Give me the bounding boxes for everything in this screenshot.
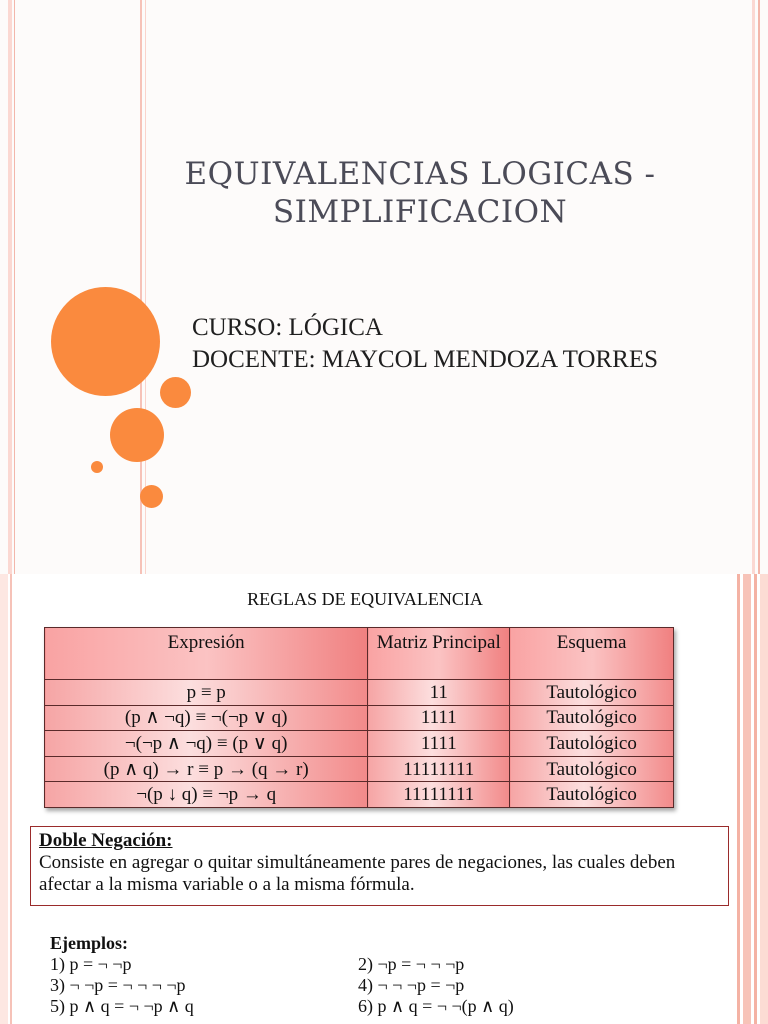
right-stripe-dark: [758, 0, 760, 574]
small-decorative-circle-2: [140, 485, 163, 508]
examples-section: [50, 932, 730, 1017]
teacher-label: DOCENTE: MAYCOL MENDOZA TORRES: [192, 346, 659, 373]
table-row: [45, 680, 674, 706]
table-row: [45, 705, 674, 731]
cell-expression: ¬(¬p ∧ ¬q) ≡ (p ∨ q): [45, 731, 368, 757]
list-item: 5) p ∧ q = ¬ ¬p ∧ q: [50, 996, 194, 1016]
header-matrix: Matriz Principal: [368, 628, 510, 680]
right-stripe-light: [752, 0, 755, 574]
cell-scheme: Tautológico: [510, 705, 674, 731]
title-line-1: EQUIVALENCIAS LOGICAS -: [184, 156, 656, 192]
slide-title: [120, 155, 720, 231]
cell-matrix: 1111: [368, 705, 510, 731]
cell-matrix: 11111111: [368, 782, 510, 808]
cell-matrix: 11: [368, 680, 510, 706]
table-row: [45, 756, 674, 782]
mid-stripe-left: [140, 0, 142, 574]
table-row: [45, 731, 674, 757]
cell-matrix: 1111: [368, 731, 510, 757]
right-stripe-1: [737, 574, 740, 1024]
table-row: [45, 782, 674, 808]
list-item: 1) p = ¬ ¬p: [50, 954, 132, 974]
list-item: 4) ¬ ¬ ¬p = ¬p: [358, 975, 465, 995]
equivalence-table: [44, 627, 674, 808]
header-expression: Expresión: [45, 628, 368, 680]
large-decorative-circle: [51, 287, 160, 396]
left-stripe-light: [8, 0, 12, 574]
cell-expression: (p ∧ ¬q) ≡ ¬(¬p ∨ q): [45, 705, 368, 731]
table-header-row: [45, 628, 674, 680]
small-decorative-circle: [160, 377, 191, 408]
double-negation-title: Doble Negación:: [39, 830, 173, 851]
list-item: 2) ¬p = ¬ ¬ ¬p: [358, 954, 465, 974]
tiny-decorative-circle: [91, 461, 103, 473]
slide-subtitle: [192, 312, 658, 376]
cell-expression: ¬(p ↓ q) ≡ ¬p → q: [45, 782, 368, 808]
double-negation-box: [30, 826, 729, 906]
right-stripe-2: [743, 574, 751, 1024]
cell-expression: (p ∧ q) → r ≡ p → (q → r): [45, 756, 368, 782]
cell-matrix: 11111111: [368, 756, 510, 782]
list-item: 6) p ∧ q = ¬ ¬(p ∧ q): [358, 996, 514, 1016]
cell-scheme: Tautológico: [510, 680, 674, 706]
course-label: CURSO: LÓGICA: [192, 314, 383, 341]
cell-expression: p ≡ p: [45, 680, 368, 706]
list-item: 3) ¬ ¬p = ¬ ¬ ¬ ¬p: [50, 975, 186, 995]
left-stripe-dark: [14, 0, 15, 574]
rules-heading: REGLAS DE EQUIVALENCIA: [247, 589, 483, 609]
header-scheme: Esquema: [510, 628, 674, 680]
rules-slide: [0, 574, 768, 1024]
examples-title: Ejemplos:: [50, 933, 128, 953]
double-negation-text: Consiste en agregar o quitar simultáneamente pares de negaciones, las cuales deben afectar a la misma variable o a la misma fórmula.: [39, 852, 676, 895]
title-line-2: SIMPLIFICACION: [272, 194, 568, 230]
examples-list: [50, 954, 730, 1017]
medium-decorative-circle: [110, 408, 164, 462]
cell-scheme: Tautológico: [510, 756, 674, 782]
right-stripe-3: [754, 574, 757, 1024]
cell-scheme: Tautológico: [510, 782, 674, 808]
cell-scheme: Tautológico: [510, 731, 674, 757]
left-stripe-thin: [10, 574, 12, 1024]
left-stripe: [0, 574, 8, 1024]
right-stripe-4: [760, 574, 768, 1024]
